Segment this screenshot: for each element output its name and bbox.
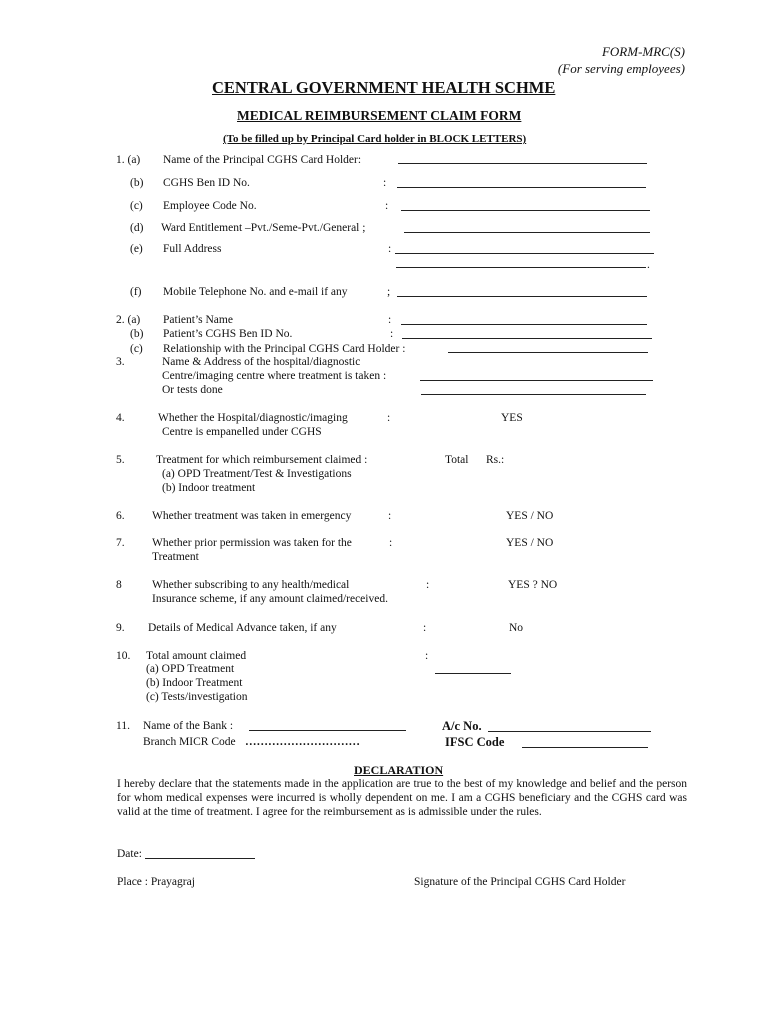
q10-number: 10.: [116, 650, 131, 662]
q1e-number: (e): [130, 243, 143, 255]
q1e-field-1[interactable]: [395, 253, 654, 254]
micr-code-dots[interactable]: …………………………: [245, 736, 360, 748]
q2b-label: Patient’s CGHS Ben ID No.: [163, 328, 293, 340]
q3-line1: Name & Address of the hospital/diagnostic: [162, 356, 361, 368]
q2c-field[interactable]: [448, 352, 648, 353]
q3-field-1[interactable]: [420, 380, 653, 381]
q3-line2: Centre/imaging centre where treatment is taken :: [162, 370, 387, 382]
form-code: FORM-MRC(S): [601, 44, 685, 59]
micr-code-label: Branch MICR Code: [143, 736, 236, 748]
q6-label: Whether treatment was taken in emergency: [152, 510, 352, 522]
q2c-number: (c): [130, 343, 143, 355]
q1f-field[interactable]: [397, 296, 647, 297]
ifsc-code-label: IFSC Code: [445, 735, 505, 749]
q9-number: 9.: [116, 622, 125, 634]
q7-colon: :: [389, 537, 393, 549]
q9-colon: :: [423, 622, 427, 634]
q8-line1: Whether subscribing to any health/medical: [152, 579, 350, 591]
bank-name-field[interactable]: [249, 730, 406, 731]
q1d-field[interactable]: [404, 232, 650, 233]
form-subtitle: (For serving employees): [557, 61, 685, 76]
q1e-field-2[interactable]: [396, 267, 646, 268]
q10-amount-field[interactable]: [435, 673, 511, 674]
q1e-label: Full Address: [163, 243, 222, 255]
q6-colon: :: [388, 510, 392, 522]
q7-number: 7.: [116, 537, 125, 549]
q10-line3: (b) Indoor Treatment: [146, 677, 243, 689]
q3-field-2[interactable]: [421, 394, 646, 395]
q5-line2: (a) OPD Treatment/Test & Investigations: [162, 468, 352, 480]
q1f-number: (f): [130, 286, 142, 298]
form-instruction: (To be filled up by Principal Card holder in BLOCK LETTERS): [223, 133, 527, 145]
q2-number: 2. (a): [116, 314, 141, 326]
q1c-number: (c): [130, 200, 143, 212]
account-number-field[interactable]: [488, 731, 651, 732]
bank-name-label: Name of the Bank :: [143, 720, 234, 732]
q5-total-label: Total: [445, 454, 469, 466]
q1c-field[interactable]: [401, 210, 650, 211]
q1a-field[interactable]: [398, 163, 647, 164]
q1d-number: (d): [130, 222, 144, 234]
account-number-label: A/c No.: [442, 719, 482, 733]
q4-line1: Whether the Hospital/diagnostic/imaging: [158, 412, 348, 424]
signature-label: Signature of the Principal CGHS Card Holder: [414, 876, 626, 888]
q10-line4: (c) Tests/investigation: [146, 691, 248, 703]
q1e-period: .: [647, 259, 650, 271]
q10-line2: (a) OPD Treatment: [146, 663, 235, 675]
q3-line3: Or tests done: [162, 384, 223, 396]
q4-line2: Centre is empanelled under CGHS: [162, 426, 322, 438]
q3-number: 3.: [116, 356, 125, 368]
q4-number: 4.: [116, 412, 125, 424]
q4-answer: YES: [501, 412, 523, 424]
declaration-heading: DECLARATION: [354, 763, 444, 777]
q2a-label: Patient’s Name: [163, 314, 233, 326]
q2a-colon: :: [388, 314, 392, 326]
q1d-label: Ward Entitlement –Pvt./Seme-Pvt./General ;: [161, 222, 366, 234]
q1c-colon: :: [385, 200, 389, 212]
date-label: Date:: [117, 848, 142, 860]
q4-colon: :: [387, 412, 391, 424]
q1b-colon: :: [383, 177, 387, 189]
form-heading: MEDICAL REIMBURSEMENT CLAIM FORM: [237, 108, 522, 123]
date-field[interactable]: [145, 858, 255, 859]
q10-colon: :: [425, 650, 429, 662]
q5-number: 5.: [116, 454, 125, 466]
q5-line1: Treatment for which reimbursement claimed :: [156, 454, 368, 466]
q8-number: 8: [116, 579, 122, 591]
q8-answer[interactable]: YES ? NO: [508, 579, 558, 591]
q7-answer[interactable]: YES / NO: [506, 537, 554, 549]
q1e-colon: :: [388, 243, 392, 255]
q2b-number: (b): [130, 328, 144, 340]
q9-label: Details of Medical Advance taken, if any: [148, 622, 337, 634]
q1b-field[interactable]: [397, 187, 646, 188]
q9-answer: No: [509, 622, 524, 634]
q1b-number: (b): [130, 177, 144, 189]
ifsc-code-field[interactable]: [522, 747, 648, 748]
q2c-label: Relationship with the Principal CGHS Card Holder :: [163, 343, 406, 355]
q1b-label: CGHS Ben ID No.: [163, 177, 250, 189]
q2b-colon: :: [390, 328, 394, 340]
q8-line2: Insurance scheme, if any amount claimed/received.: [152, 593, 388, 605]
q8-colon: :: [426, 579, 430, 591]
q6-number: 6.: [116, 510, 125, 522]
place-label: Place : Prayagraj: [117, 876, 195, 888]
q5-rs-label: Rs.:: [486, 454, 505, 466]
q2b-field[interactable]: [402, 338, 652, 339]
q1f-colon: ;: [387, 286, 391, 298]
q2a-field[interactable]: [401, 324, 647, 325]
q1a-label: Name of the Principal CGHS Card Holder:: [163, 154, 362, 166]
declaration-text: I hereby declare that the statements made in the application are true to the best of my knowledge and belief and the person for whom medical expenses were incurred is wholly dependent on me. I am a CGHS beneficiary and the CGHS card was valid at the time of treatment. I agree for the reimbursement as is admissible under the rules.: [117, 778, 687, 818]
q11-number: 11.: [116, 720, 130, 732]
q10-line1: Total amount claimed: [146, 650, 247, 662]
form-title: CENTRAL GOVERNMENT HEALTH SCHME: [212, 78, 556, 97]
q5-line3: (b) Indoor treatment: [162, 482, 256, 494]
q7-line2: Treatment: [152, 551, 199, 563]
q6-answer[interactable]: YES / NO: [506, 510, 554, 522]
q1f-label: Mobile Telephone No. and e-mail if any: [163, 286, 348, 298]
q1-number: 1. (a): [116, 154, 141, 166]
q1c-label: Employee Code No.: [163, 200, 257, 212]
q7-line1: Whether prior permission was taken for the: [152, 537, 352, 549]
